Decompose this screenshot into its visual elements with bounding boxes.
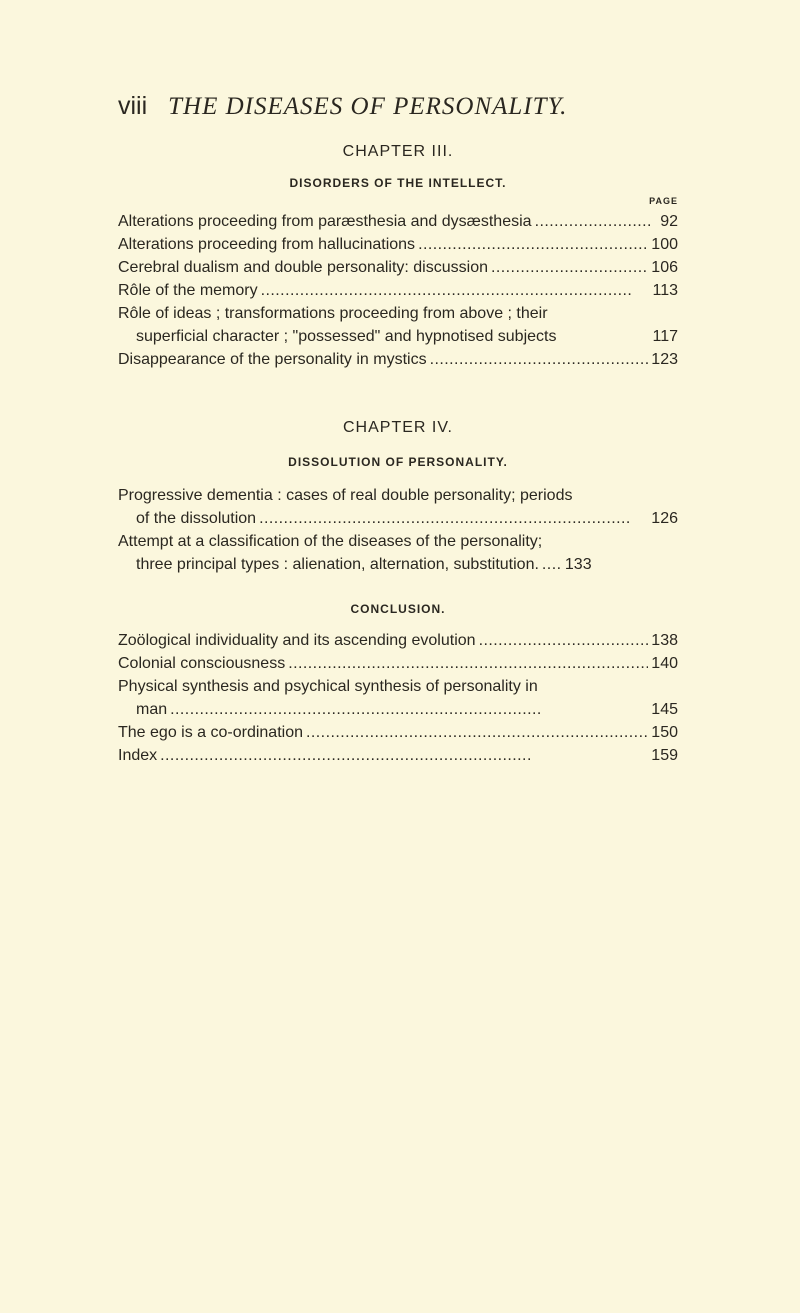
toc-entry[interactable] — [118, 256, 678, 279]
entry-page: 126 — [651, 510, 678, 527]
book-title: THE DISEASES OF PERSONALITY. — [168, 93, 568, 120]
entry-title-line-1: Progressive dementia : cases of real double personality; periods — [118, 487, 573, 504]
running-head — [118, 86, 678, 126]
toc-entry[interactable] — [118, 744, 678, 767]
entry-page: 159 — [651, 747, 678, 764]
toc-entry[interactable] — [118, 652, 678, 675]
entry-title: Disappearance of the personality in mystics — [118, 351, 427, 368]
entry-title: The ego is a co-ordination — [118, 724, 303, 741]
toc-entry[interactable] — [118, 233, 678, 256]
entry-title: Zoölogical individuality and its ascending evolution — [118, 632, 476, 649]
entry-title-line-2: three principal types : alienation, alternation, substitution. — [136, 556, 539, 573]
entry-title-line-2: of the dissolution — [136, 510, 257, 527]
entry-page: 92 — [660, 213, 678, 230]
toc-entry[interactable] — [118, 675, 678, 721]
chapter-3-subheading: DISORDERS OF THE INTELLECT. — [289, 176, 507, 190]
dot-leader — [479, 629, 649, 652]
entry-page: 106 — [651, 259, 678, 276]
toc-entry[interactable] — [118, 530, 678, 576]
entry-page: 100 — [651, 236, 678, 253]
entry-title: Cerebral dualism and double personality: discussion — [118, 259, 488, 276]
entry-page: 133 — [564, 556, 592, 573]
toc-entry[interactable] — [118, 302, 678, 348]
entry-title: Alterations proceeding from hallucinations — [118, 236, 416, 253]
dot-leader — [261, 279, 650, 302]
chapter-3-heading: CHAPTER III. — [342, 143, 454, 160]
dot-leader — [259, 507, 648, 530]
entry-page: 145 — [651, 701, 678, 718]
toc-entry[interactable] — [118, 210, 678, 233]
dot-leader — [491, 256, 648, 279]
dot-leader — [542, 553, 562, 576]
dot-leader — [306, 721, 648, 744]
entry-page: 150 — [651, 724, 678, 741]
page-column-label: PAGE — [649, 196, 678, 206]
dot-leader — [535, 210, 651, 233]
chapter-4-heading: CHAPTER IV. — [343, 419, 453, 436]
dot-leader — [418, 233, 648, 256]
toc-entry[interactable] — [118, 279, 678, 302]
entry-title-line-1: Attempt at a classification of the diseases of the personality; — [118, 533, 543, 550]
entry-page: 123 — [651, 351, 678, 368]
page-folio: viii — [118, 92, 148, 120]
entry-title: Alterations proceeding from paræsthesia and dysæsthesia — [118, 213, 532, 230]
entry-title-line-1: Rôle of ideas ; transformations proceeding from above ; their — [118, 305, 548, 322]
entry-title: Colonial consciousness — [118, 655, 286, 672]
entry-title: Index — [118, 747, 158, 764]
entry-title: Rôle of the memory — [118, 282, 258, 299]
entry-page: 138 — [651, 632, 678, 649]
toc-entry[interactable] — [118, 348, 678, 371]
dot-leader — [430, 348, 649, 371]
dot-leader — [288, 652, 648, 675]
toc-entry[interactable] — [118, 629, 678, 652]
toc-entry[interactable] — [118, 721, 678, 744]
dot-leader — [160, 744, 648, 767]
entry-page: 140 — [651, 655, 678, 672]
entry-title-line-2: superficial character ; "possessed" and hypnotised subjects — [136, 328, 557, 345]
entry-page: 113 — [652, 282, 678, 299]
conclusion-heading: CONCLUSION. — [350, 602, 446, 616]
dot-leader — [170, 698, 648, 721]
entry-page: 117 — [652, 328, 678, 345]
toc-entry[interactable] — [118, 484, 678, 530]
entry-title-line-2: man — [136, 701, 168, 718]
entry-title-line-1: Physical synthesis and psychical synthesis of personality in — [118, 678, 538, 695]
chapter-4-subheading: DISSOLUTION OF PERSONALITY. — [288, 455, 508, 469]
